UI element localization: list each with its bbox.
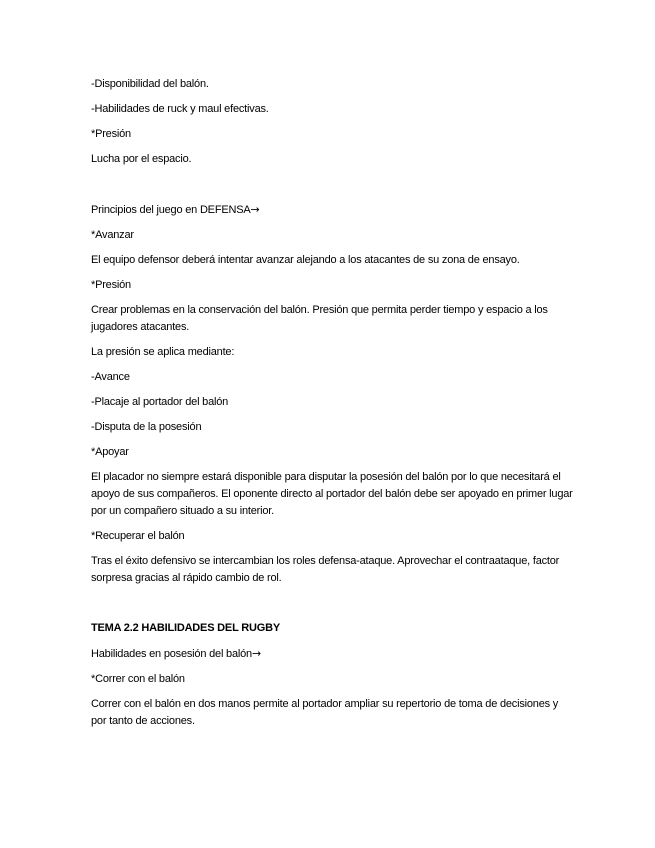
text-line: -Habilidades de ruck y maul efectivas. — [91, 103, 269, 115]
chapter-heading: TEMA 2.2 HABILIDADES DEL RUGBY — [91, 622, 280, 634]
text-line: *Recuperar el balón — [91, 530, 185, 542]
section-heading-defensa — [91, 201, 575, 219]
text-line: *Avanzar — [91, 229, 134, 241]
section-heading-text: Principios del juego en DEFENSA — [91, 204, 251, 216]
text-line: -Avance — [91, 371, 130, 383]
paragraph: Tras el éxito defensivo se intercambian los roles defensa-ataque. Aprovechar el contraataque, factor sorpresa gracias al rápido cambio de rol. — [91, 555, 560, 584]
blank-line — [91, 595, 575, 612]
text-line: -Disputa de la posesión — [91, 421, 202, 433]
text-line: Lucha por el espacio. — [91, 153, 192, 165]
paragraph: Correr con el balón en dos manos permite al portador ampliar su repertorio de toma de decisiones y por tanto de acciones. — [91, 698, 559, 727]
section-heading-text: Habilidades en posesión del balón — [91, 648, 252, 660]
text-line: -Disponibilidad del balón. — [91, 78, 209, 90]
text-line: *Correr con el balón — [91, 673, 185, 685]
text-line: *Presión — [91, 128, 131, 140]
text-line: La presión se aplica mediante: — [91, 346, 235, 358]
paragraph: Crear problemas en la conservación del balón. Presión que permita perder tiempo y espacio a los jugadores atacantes. — [91, 304, 548, 333]
text-line: El equipo defensor deberá intentar avanzar alejando a los atacantes de su zona de ensayo. — [91, 254, 520, 266]
blank-line — [91, 176, 575, 193]
paragraph: El placador no siempre estará disponible para disputar la posesión del balón por lo que necesitará el apoyo de sus compañeros. El oponente directo al portador del balón debe ser apoyado en primer lugar por un compañero situado a su interior. — [91, 471, 573, 517]
arrow-right-icon: → — [251, 647, 261, 660]
text-line: -Placaje al portador del balón — [91, 396, 229, 408]
text-line: *Apoyar — [91, 446, 129, 458]
text-line: *Presión — [91, 279, 131, 291]
section-heading-posesion — [91, 645, 575, 663]
arrow-right-icon: → — [250, 203, 260, 216]
